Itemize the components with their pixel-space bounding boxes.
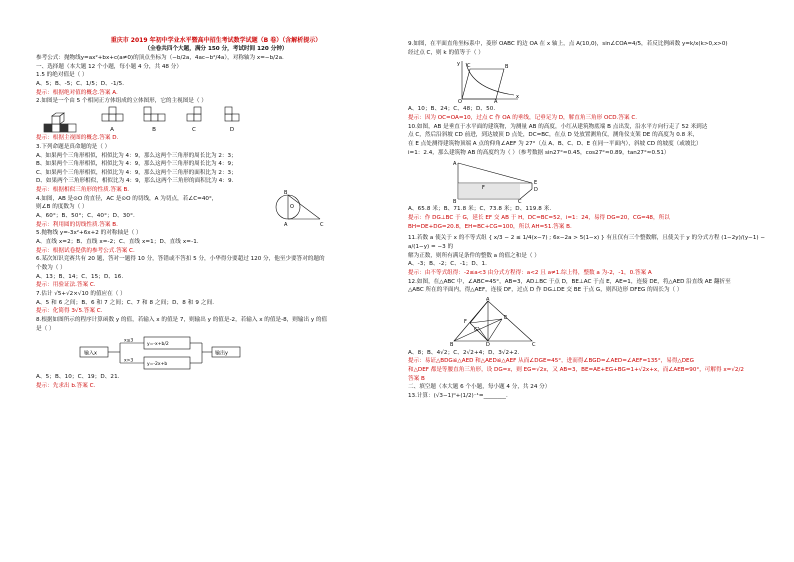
question-12-hint: 提示：易证△BDG≌△AED 和△AED≌△AEF 从而∠DGE=45°，进而得∠BGD=∠AED=∠AEF=135°，易得△DEG [408,358,694,365]
fig12-label-g: G [474,326,478,333]
question-13: 13.计算：(√3−1)⁰+(1/2)⁻¹=________. [408,393,508,400]
question-6-cont: 个数为（ ） [36,265,66,272]
question-8-options: A、5；B、10；C、19；D、21. [36,374,120,381]
left-column [36,36,396,391]
triangle-fold-figure [448,297,538,347]
option-view-a [100,106,124,134]
fig10-label-c: C [518,199,522,204]
question-6-hint: 提示：用验证法.答案 C. [36,282,96,289]
question-5-options: A、直线 x=2；B、直线 x=-2；C、直线 x=1；D、直线 x=-1. [36,239,199,246]
fig12-label-b: B [450,341,454,347]
solid-figure [42,112,82,134]
question-10-options: A、65.8 米；B、71.8 米；C、73.8 米；D、119.8 米. [408,206,552,213]
fig4-label-a: A [284,221,288,228]
question-9: 9.如图，在平面直角坐标系中，菱形 OABC 的边 OA 在 x 轴上，点 A(10,0)，sin∠COA=4/5，若反比例函数 y=k/x(k>0,x>0) [408,41,728,47]
fig10-label-e: E [534,180,538,187]
option-view-c [184,106,204,134]
question-10-hint: 提示：作 DG⊥BC 于 G，延长 EF 交 AB 于 H，DC=BC=52，i=1：24，易得 DG=20，CG=48，所以 [408,214,670,221]
question-9-cont: 经过点 C，则 k 的值等于（ ） [408,49,484,56]
question-2-hint: 提示：根据主视图的概念.答案 D. [36,135,119,142]
fig12-label-d: D [486,341,490,347]
fig10-label-d: D [534,187,538,194]
question-2: 2.如图是一个由 5 个相同正方体组成的立体图形，它的主视图是（ ） [36,98,207,105]
question-3-hint: 提示：根据相似三角形的性质.答案 B. [36,187,130,194]
question-11-hint: 提示：由不等式组得：-2≤a<3 由分式方程得：a<2 且 a≠1.综上得，整数 a 为-2，-1，0.答案 A [408,269,652,276]
question-3-option-a: A、如果两个三角形相似，相似比为 4：9，那么这两个三角形的周长比为 2：3； [36,152,237,159]
question-1: 1.5 的绝对值是（ ） [36,72,88,79]
building-slope-figure [448,159,548,203]
flow-cond-le: x≤3 [124,338,134,344]
flow-formula-1: y=-x+b/2 [147,342,169,348]
fig12-label-f: F [464,318,467,325]
fig9-label-x: x [516,94,519,101]
question-12-hint-cont: 和△DEF 都是等腰直角三角形，设 DG=x，则 EG=√2x，又 AB=3，BE=AE+EG+BG=1+√2x+x，而∠AEB=90°，可解得 x=√2/2 [408,367,744,374]
option-view-d [222,106,242,134]
question-10-cont-3: i=1：2.4，那么建筑物 AB 的高度约为（ ）（参考数据 sin27°≈0.45，cos27°≈0.89，tan27°≈0.51） [408,149,670,156]
fig9-label-b: B [505,64,509,71]
question-5-hint: 提示：根据试卷提供的参考公式.答案 C. [36,247,135,254]
option-label-b: B [152,126,156,133]
circle-tangent-figure [270,189,326,229]
question-8-hint: 提示：先求出 b.答案 C. [36,382,96,389]
question-6-options: A、13；B、14；C、15；D、16. [36,273,124,280]
fig12-label-a: A [486,296,490,303]
option-label-a: A [110,126,114,133]
question-2-figures [42,106,396,134]
question-4-cont: 则∠B 的度数为（ ） [36,204,88,211]
question-12-options: A、8；B、4√2；C、2√2+4；D、3√2+2. [408,349,520,356]
question-11-cont: 解为正数，则所有满足条件的整数 a 的值之和是（ ） [408,252,540,259]
question-9-hint: 提示：因为 OC=OA=10，过点 C 作 OA 的垂线，记垂足为 D，解直角三角形 OCD.答案 C. [408,114,638,121]
flow-output: 输出y [215,350,228,357]
question-7: 7.估计 √5+√2×√10 的值应在（ ） [36,291,126,298]
right-column [408,40,768,401]
flow-input: 输入x [84,350,97,357]
question-3-option-d: D、如果两个三角形相似，相似比为 4：9，那么这两个三角形的面积比为 4：9. [36,178,234,185]
fig10-label-b: B [453,199,457,204]
question-3-option-b: B、如果两个三角形相似，相似比为 4：9，那么这两个三角形的周长比为 4：9； [36,161,237,168]
question-10-cont-2: 在 E 点处测得建筑物顶端 A 点的仰角∠AEF 为 27°（点 A、B、C、D、E 在同一平面内），斜坡 CD 的坡度（或坡比） [408,140,702,147]
flow-formula-2: y=-2x+b [147,362,168,368]
question-9-options: A、10；B、24；C、48；D、50. [408,106,496,113]
fig4-label-b: B [284,189,288,196]
exam-subtitle: （全卷共四个大题，满分 150 分，考试时间 120 分钟） [144,46,288,53]
fig9-label-y: y [457,61,460,68]
question-10-hint-cont: BH=DE+DG=20.8，EH=BC+CG=100，所以 AH=51.答案 B. [408,223,572,230]
option-label-d: D [229,126,235,133]
question-12: 12.如图，在△ABC 中，∠ABC=45°，AB=3，AD⊥BC 于点 D，BE⊥AC 于点 E，AE=1，连接 DE，将△AED 沿直线 AE 翻折至 [408,278,731,285]
option-view-b [142,106,166,134]
question-10: 10.如图，AB 是垂直于水平面的建筑物，为测量 AB 的高度，小红从建筑物底端 B 点出发，沿水平方向行走了 52 米到达 [408,123,708,130]
section-heading-1: 一、选择题（本大题 12 个小题，每小题 4 分，共 48 分） [36,63,182,70]
flow-cond-gt: x>3 [124,358,134,364]
section-heading-2: 二、填空题（本大题 6 个小题，每小题 4 分，共 24 分） [408,384,551,391]
question-4-hint: 提示：利用圆的切线性质.答案 B. [36,221,118,228]
fig10-label-a: A [453,161,457,168]
question-12-cont: △ABC 所在的平面内，得△AEF，连接 DF，过点 D 作 DG⊥DE 交 BE 于点 G，则四边形 DFEG 的周长为（ ） [408,287,683,294]
question-4: 4.如图，AB 是⊙O 的直径，AC 是⊙O 的切线，A 为切点，若∠C=40°， [36,195,218,202]
reference-formula: 参考公式：抛物线y=ax²+bx+c(a≠0)的顶点坐标为（−b/2a，4ac−b²/4a），对称轴为 x=−b/2a. [36,54,284,61]
question-6: 6.某次知识竞赛共有 20 题，答对一题得 10 分，答错或不答扣 5 分，小华得分要超过 120 分，他至少要答对的题的 [36,256,325,263]
rhombus-hyperbola-figure [452,59,522,103]
question-7-options: A、5 和 6 之间；B、6 和 7 之间；C、7 和 8 之间；D、8 和 9 之间. [36,299,215,306]
question-8: 8.根据如图所示的程序计算函数 y 的值，若输入 x 的值是 7，则输出 y 的值是-2，若输入 x 的值是-8，则输出 y 的值 [36,316,328,323]
question-4-options: A、60°；B、50°；C、40°；D、30°. [36,213,135,220]
page-title: 重庆市 2019 年初中学业水平暨高中招生考试数学试题（B 卷）（含解析提示） [110,37,322,44]
question-11-options: A、-3；B、-2；C、-1；D、1. [408,261,488,268]
question-12-hint-answer: 答案 B [408,375,425,382]
question-10-cont-1: 点 C，然后沿斜坡 CD 前进，到达坡顶 D 点处，DC=BC，在点 D 处放置测角仪，测角仪支架 DE 的高度为 0.8 米， [408,132,699,139]
fig9-label-o: O [458,99,462,104]
question-1-options: A、5；B、-5；C、1/5；D、-1/5. [36,80,125,87]
question-11: 11.若数 a 使关于 x 的不等式组 { x/3 − 2 ≤ 1/4(x−7) ; 6x−2a > 5(1−x) } 有且仅有三个整数解，且使关于 y 的分式方程 (1−2y)/(y−1) − a/(1−y) = −3 的 [408,235,766,250]
fig4-label-c: C [320,221,324,228]
fig9-label-c: C [467,63,471,70]
fig12-label-e: E [504,314,508,321]
question-3-option-c: C、如果两个三角形相似，相似比为 4：9，那么这两个三角形的面积比为 2：3； [36,169,237,176]
fig12-label-c: C [532,341,536,347]
question-5: 5.抛物线 y=-3x²+6x+2 的对称轴是（ ） [36,230,142,237]
fig4-label-o: O [290,203,294,210]
question-8-cont: 是（ ） [36,325,55,332]
question-7-hint: 提示：化简得 3√5.答案 C. [36,308,103,315]
question-3: 3.下列命题是真命题的是（ ） [36,143,111,150]
program-flowchart [44,335,244,371]
fig9-label-a: A [494,99,498,104]
option-label-c: C [192,126,196,133]
question-1-hint: 提示：根据绝对值的概念.答案 A. [36,89,118,96]
fig10-label-f: F [482,185,485,192]
